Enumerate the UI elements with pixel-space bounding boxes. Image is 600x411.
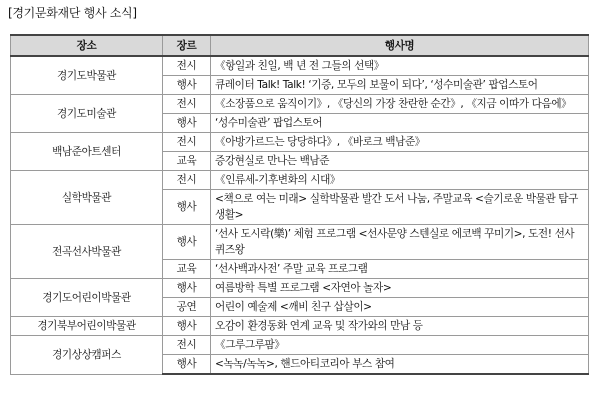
event-cell: ‘성수미술관’ 팝업스토어 bbox=[211, 114, 589, 133]
event-cell: 《아방가르드는 당당하다》, 《바로크 백남준》 bbox=[211, 133, 589, 152]
event-cell: 증강현실로 만나는 백남준 bbox=[211, 152, 589, 171]
table-row bbox=[11, 171, 589, 190]
event-cell: 큐레이터 Talk! Talk! ‘기증, 모두의 보물이 되다’, ‘성수미술관’ 팝업스토어 bbox=[211, 76, 589, 95]
place-cell: 백남준아트센터 bbox=[11, 133, 163, 171]
place-cell: 경기북부어린이박물관 bbox=[11, 317, 163, 336]
header-genre: 장르 bbox=[163, 35, 211, 56]
genre-cell: 행사 bbox=[163, 114, 211, 133]
table-row bbox=[11, 133, 589, 152]
event-cell: 어린이 예술제 <깨비 친구 삽살이> bbox=[211, 298, 589, 317]
genre-cell: 행사 bbox=[163, 317, 211, 336]
event-cell: 《인류세-기후변화의 시대》 bbox=[211, 171, 589, 190]
event-cell: ‘선사백과사전’ 주말 교육 프로그램 bbox=[211, 260, 589, 279]
place-cell: 경기도박물관 bbox=[11, 56, 163, 95]
table-caption: [경기문화재단 행사 소식] bbox=[8, 6, 137, 20]
place-cell: 전곡선사박물관 bbox=[11, 225, 163, 279]
genre-cell: 교육 bbox=[163, 152, 211, 171]
event-cell: <책으로 여는 미래> 실학박물관 발간 도서 나눔, 주말교육 <슬기로운 박물관 탐구생활> bbox=[211, 190, 589, 225]
genre-cell: 행사 bbox=[163, 355, 211, 375]
table-row bbox=[11, 336, 589, 355]
table-row bbox=[11, 279, 589, 298]
event-cell: ‘선사 도시락(樂)’ 체험 프로그램 <선사문양 스텐실로 에코백 꾸미기>, 도전! 선사 퀴즈왕 bbox=[211, 225, 589, 260]
event-cell: 오감이 환경동화 연계 교육 및 작가와의 만남 등 bbox=[211, 317, 589, 336]
table-row bbox=[11, 95, 589, 114]
genre-cell: 전시 bbox=[163, 56, 211, 76]
table-row bbox=[11, 56, 589, 76]
genre-cell: 교육 bbox=[163, 260, 211, 279]
table-row bbox=[11, 225, 589, 260]
genre-cell: 전시 bbox=[163, 133, 211, 152]
header-event: 행사명 bbox=[211, 35, 589, 56]
event-cell: 《소장품으로 움직이기》, 《당신의 가장 찬란한 순간》, 《지금 이따가 다음에》 bbox=[211, 95, 589, 114]
genre-cell: 전시 bbox=[163, 336, 211, 355]
genre-cell: 전시 bbox=[163, 95, 211, 114]
place-cell: 경기도미술관 bbox=[11, 95, 163, 133]
place-cell: 경기도어린이박물관 bbox=[11, 279, 163, 317]
events-table bbox=[10, 34, 589, 375]
genre-cell: 공연 bbox=[163, 298, 211, 317]
event-cell: 《항일과 친일, 백 년 전 그들의 선택》 bbox=[211, 56, 589, 76]
event-cell: 《그루그루팜》 bbox=[211, 336, 589, 355]
event-cell: 여름방학 특별 프로그램 <자연아 놀자> bbox=[211, 279, 589, 298]
place-cell: 실학박물관 bbox=[11, 171, 163, 225]
place-cell: 경기상상캠퍼스 bbox=[11, 336, 163, 375]
genre-cell: 행사 bbox=[163, 225, 211, 260]
genre-cell: 행사 bbox=[163, 279, 211, 298]
event-cell: <녹녹/녹녹>, 핸드아티코리아 부스 참여 bbox=[211, 355, 589, 375]
genre-cell: 행사 bbox=[163, 76, 211, 95]
genre-cell: 행사 bbox=[163, 190, 211, 225]
genre-cell: 전시 bbox=[163, 171, 211, 190]
header-place: 장소 bbox=[11, 35, 163, 56]
table-row bbox=[11, 317, 589, 336]
header-row bbox=[11, 35, 589, 56]
